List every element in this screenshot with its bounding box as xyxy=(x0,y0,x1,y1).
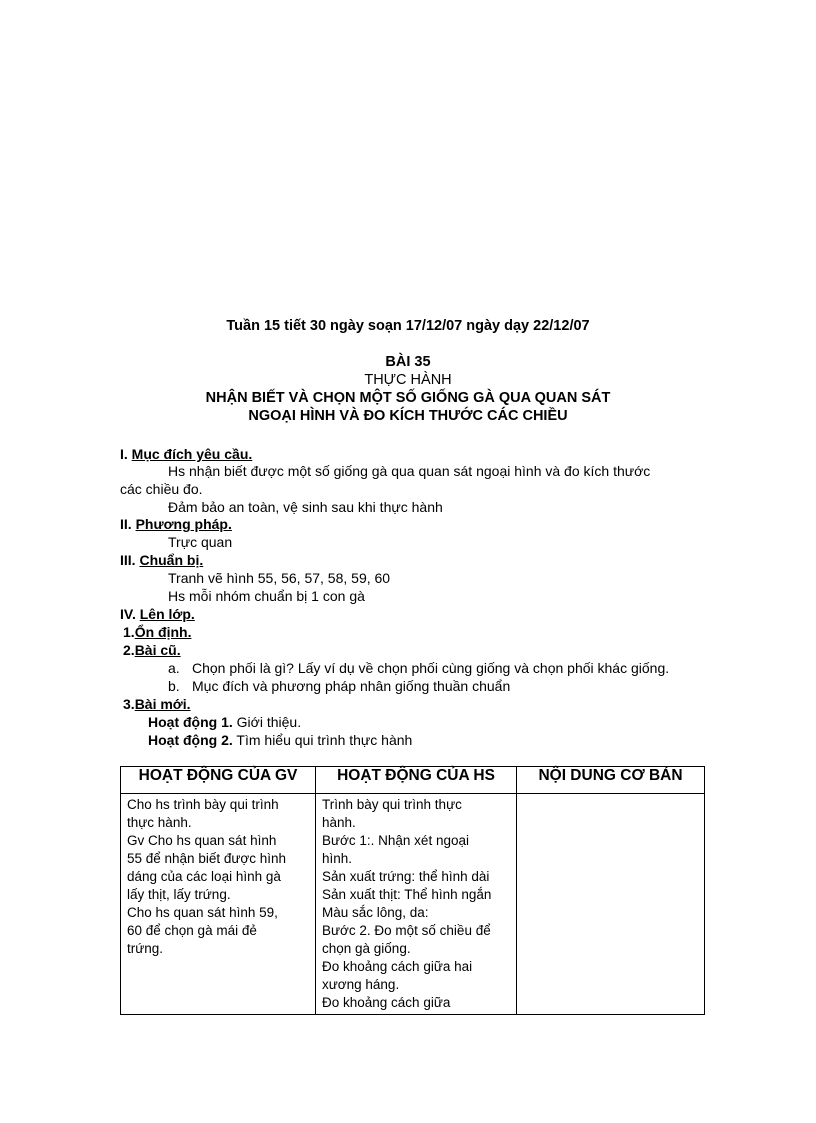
section1-para1-line2: các chiều đo. xyxy=(120,481,203,497)
section1-prefix: I. xyxy=(120,446,132,462)
hs-line: hành. xyxy=(322,815,356,830)
item3-heading xyxy=(123,695,191,713)
item1-title: Ổn định. xyxy=(134,624,192,640)
activity1 xyxy=(148,713,301,731)
section3-prefix: III. xyxy=(120,552,140,568)
section1-title: Mục đích yêu cầu. xyxy=(131,446,253,462)
hs-line: Đo khoảng cách giữa hai xyxy=(322,959,473,974)
hs-line: Trình bày qui trình thực xyxy=(322,797,462,812)
hs-line: Bước 2. Đo một số chiều để xyxy=(322,923,491,938)
item2-heading xyxy=(123,641,181,659)
item2-a-text: Chọn phối là gì? Lấy ví dụ về chọn phối cùng giống và chọn phối khác giống. xyxy=(192,660,670,676)
activity-table xyxy=(120,766,705,1015)
activity1-label: Hoạt động 1. xyxy=(148,714,233,730)
hs-line: chọn gà giống. xyxy=(322,941,411,956)
item2-b-text: Mục đích và phương pháp nhân giống thuần chuẩn xyxy=(192,678,511,694)
lesson-type: THỰC HÀNH xyxy=(364,372,452,388)
lesson-number: BÀI 35 xyxy=(385,354,431,370)
activity1-text: Giới thiệu. xyxy=(232,714,302,730)
item2-prefix: 2. xyxy=(123,642,135,658)
item1-heading xyxy=(123,623,191,641)
item1-prefix: 1. xyxy=(123,624,135,640)
table-header-gv: HOẠT ĐỘNG CỦA GV xyxy=(121,767,316,794)
hs-line: Sản xuất thịt: Thể hình ngắn xyxy=(322,887,492,902)
section3-heading xyxy=(120,551,203,569)
gv-line: 60 để chọn gà mái đẻ xyxy=(127,923,257,938)
section2-heading xyxy=(120,515,232,533)
hs-cell xyxy=(316,794,517,1015)
section4-title: Lên lớp. xyxy=(139,606,195,622)
section1-heading xyxy=(120,445,252,463)
section3-title: Chuẩn bị. xyxy=(139,552,204,568)
gv-line: trứng. xyxy=(127,941,164,956)
gv-cell xyxy=(121,794,316,1015)
hs-line: Sản xuất trứng: thể hình dài xyxy=(322,869,490,884)
gv-line: Gv Cho hs quan sát hình xyxy=(127,833,277,848)
hs-line: xương háng. xyxy=(322,977,400,992)
table-row xyxy=(121,794,705,1015)
table-header-hs: HOẠT ĐỘNG CỦA HS xyxy=(316,767,517,794)
gv-line: lấy thịt, lấy trứng. xyxy=(127,887,231,902)
hs-line: Bước 1:. Nhận xét ngoại xyxy=(322,833,469,848)
content-cell xyxy=(517,794,705,1015)
activity2-label: Hoạt động 2. xyxy=(148,732,233,748)
section4-heading xyxy=(120,605,195,623)
section2-prefix: II. xyxy=(120,516,136,532)
table-header-row xyxy=(121,767,705,794)
lesson-title-line1: NHẬN BIẾT VÀ CHỌN MỘT SỐ GIỐNG GÀ QUA QUAN SÁT xyxy=(205,390,611,406)
item3-title: Bài mới. xyxy=(134,696,191,712)
section3-line2: Hs mỗi nhóm chuẩn bị 1 con gà xyxy=(168,588,365,604)
item2-b-marker: b. xyxy=(168,678,180,694)
gv-line: dáng của các loại hình gà xyxy=(127,869,281,884)
gv-line: Cho hs quan sát hình 59, xyxy=(127,905,278,920)
hs-line: Màu sắc lông, da: xyxy=(322,905,429,920)
gv-line: Cho hs trình bày qui trình xyxy=(127,797,279,812)
header-line: Tuần 15 tiết 30 ngày soạn 17/12/07 ngày dạy 22/12/07 xyxy=(226,318,590,334)
hs-line: hình. xyxy=(322,851,353,866)
item3-prefix: 3. xyxy=(123,696,135,712)
gv-line: 55 để nhận biết được hình xyxy=(127,851,287,866)
section3-line1: Tranh vẽ hình 55, 56, 57, 58, 59, 60 xyxy=(168,570,391,586)
section2-title: Phương pháp. xyxy=(135,516,232,532)
item2-a-marker: a. xyxy=(168,660,180,676)
activity2 xyxy=(148,731,412,749)
section1-para1-line1: Hs nhận biết được một số giống gà qua quan sát ngoại hình và đo kích thước xyxy=(168,463,651,479)
section1-para2: Đảm bảo an toàn, vệ sinh sau khi thực hành xyxy=(168,499,443,515)
gv-line: thực hành. xyxy=(127,815,192,830)
section2-text: Trực quan xyxy=(168,534,233,550)
section4-prefix: IV. xyxy=(120,606,140,622)
activity2-text: Tìm hiểu qui trình thực hành xyxy=(232,732,413,748)
lesson-title-line2: NGOẠI HÌNH VÀ ĐO KÍCH THƯỚC CÁC CHIỀU xyxy=(248,408,568,424)
hs-line: Đo khoảng cách giữa xyxy=(322,995,451,1010)
table-header-content: NỘI DUNG CƠ BẢN xyxy=(517,767,705,794)
item2-title: Bài cũ. xyxy=(134,642,181,658)
